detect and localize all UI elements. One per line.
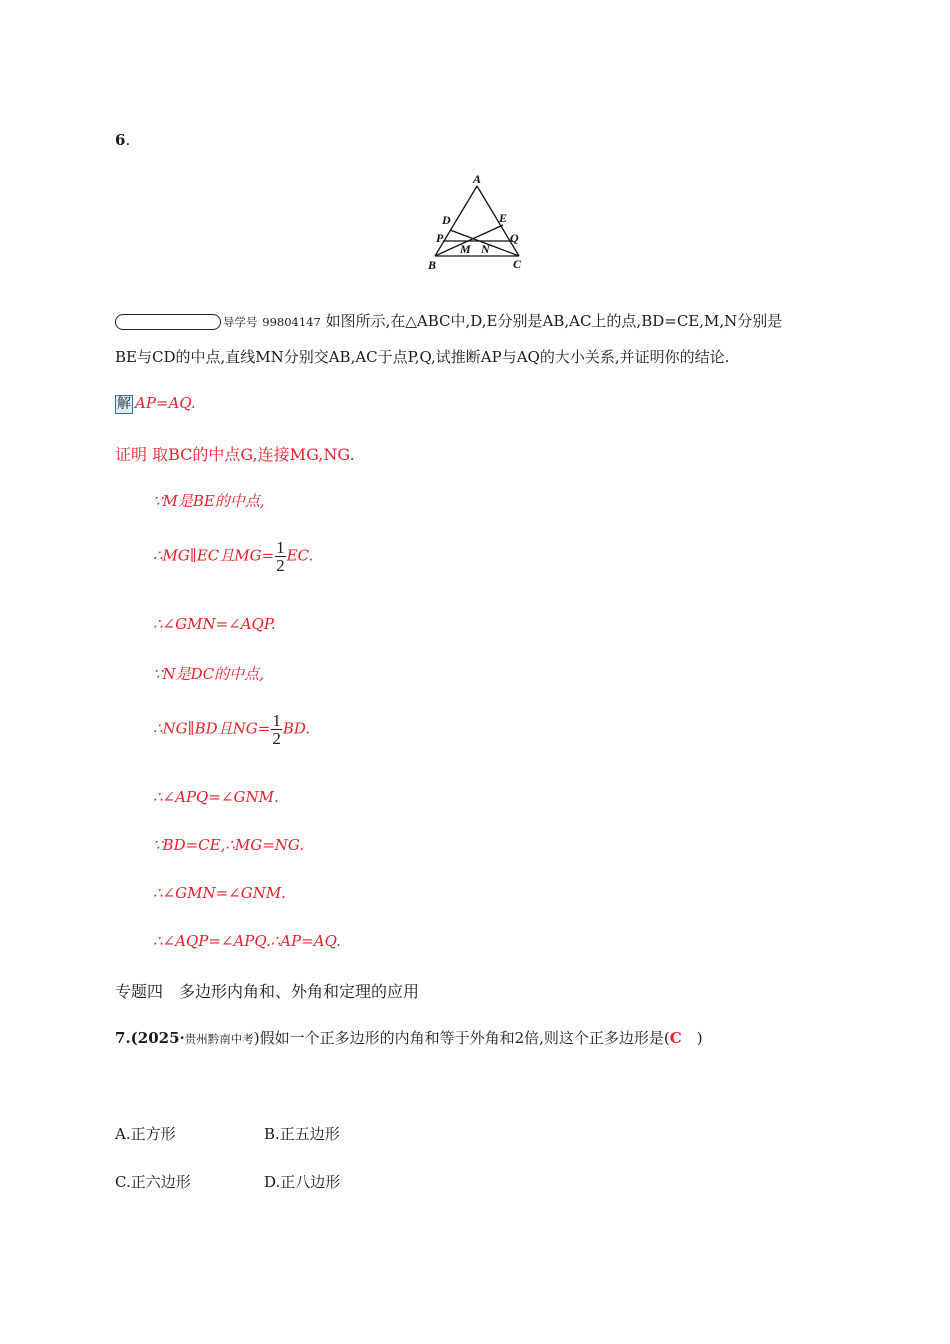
topic4-heading: 专题四 多边形内角和、外角和定理的应用 [115,982,420,1001]
question-7-stem: 7.(2025·贵州黔南中考)假如一个正多边形的内角和等于外角和2倍,则这个正多边形是(C ) [115,1029,703,1047]
proof-line-8: ∴∠GMN=∠GNM. [153,884,286,902]
label-n: N [481,242,490,256]
proof-line-1: ∵M是BE的中点, [153,492,265,510]
proof-line-3: ∴∠GMN=∠AQP. [153,615,276,633]
proof-line-4: ∵N是DC的中点, [153,665,264,683]
label-c: C [513,257,522,271]
q7-answer: C [669,1029,682,1047]
tag-pill-box [115,314,221,330]
label-m: M [460,242,471,256]
fraction-half: $\frac{1}{2}$ [276,538,285,575]
option-c[interactable]: C.正六边形 [115,1173,191,1191]
jie-tag: 解 [117,396,131,412]
proof-line-9: ∴∠AQP=∠APQ.∴AP=AQ. [153,932,341,950]
option-b[interactable]: B.正五边形 [264,1125,340,1143]
q6-stem-line1: 导学号 99804147 如图所示,在△ABC中,D,E分别是AB,AC上的点,BD=CE,M,N分别是 [115,310,782,331]
q6-stem-line2: BE与CD的中点,直线MN分别交AB,AC于点P,Q,试推断AP与AQ的大小关系,并证明你的结论. [115,348,730,366]
label-b: B [428,258,437,272]
proof-line-2: ∴MG∥EC且MG= $\frac{1}{2}$ EC. [153,538,314,575]
proof-line-5: ∴NG∥BD且NG= $\frac{1}{2}$ BD. [153,711,311,748]
question-6-number: 6. [115,131,131,149]
solution-answer: 解 AP=AQ. [117,394,196,412]
label-q: Q [510,231,519,245]
label-e: E [499,211,508,225]
fraction-half: $\frac{1}{2}$ [272,711,281,748]
proof-line-6: ∴∠APQ=∠GNM. [153,788,279,806]
label-d: D [442,213,451,227]
label-p: P [436,231,444,245]
triangle-figure [420,168,535,278]
proof-lead: 证明 取BC的中点G,连接MG,NG. [115,445,355,464]
proof-line-7: ∵BD=CE,∴MG=NG. [153,836,305,854]
option-a[interactable]: A.正方形 [115,1125,176,1143]
label-a: A [473,172,482,186]
option-d[interactable]: D.正八边形 [264,1173,341,1191]
